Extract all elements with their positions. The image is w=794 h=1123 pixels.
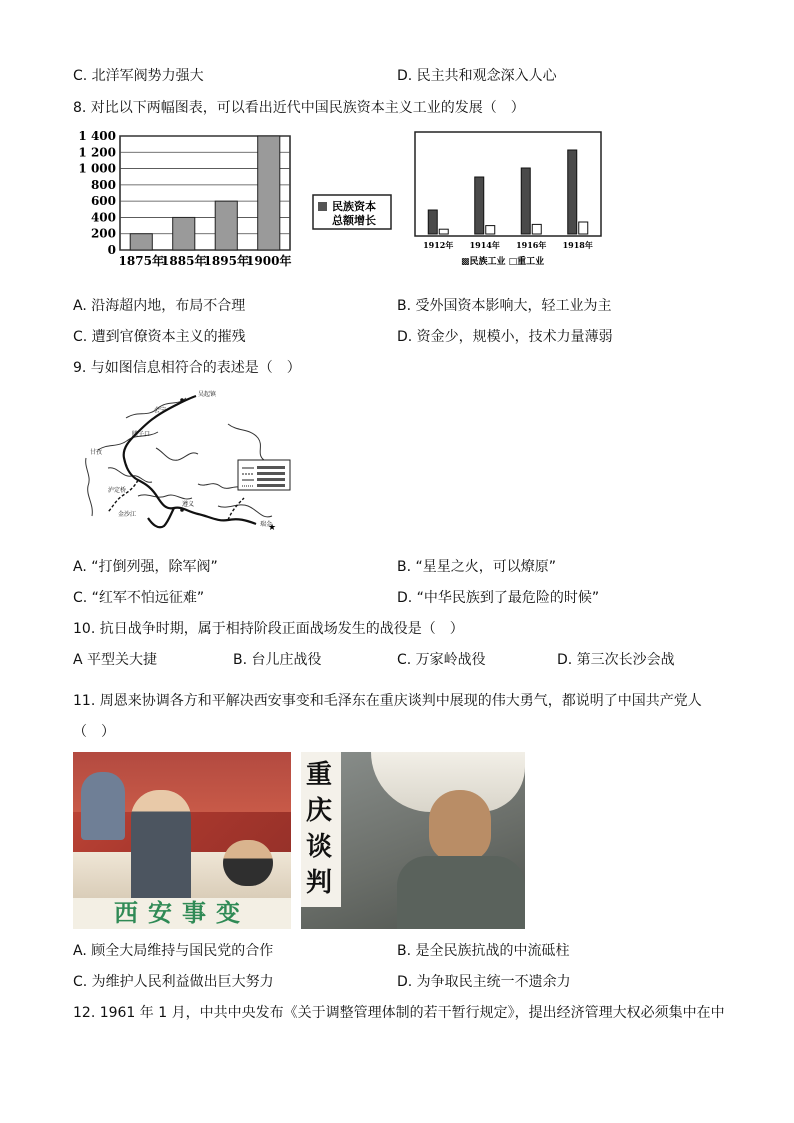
city-marker	[180, 508, 184, 512]
x-tick-label: 1914年	[469, 240, 500, 250]
y-tick-label: 600	[90, 194, 116, 209]
q9-option-a: A. “打倒列强，除军阀”	[73, 559, 218, 575]
q11-option-a: A. 顾全大局维持与国民党的合作	[73, 943, 274, 959]
bar-light-industry	[568, 150, 577, 234]
figure-zhou	[131, 790, 191, 910]
xian-incident-poster	[73, 752, 291, 929]
bar-heavy-industry	[579, 222, 588, 234]
q11-option-d: D. 为争取民主统一不遗余力	[397, 974, 571, 990]
q9-option-d: D. “中华民族到了最危险的时候”	[397, 590, 600, 606]
bar-heavy-industry	[439, 229, 448, 234]
poster-title: 西安事变	[114, 899, 250, 927]
bar	[130, 234, 152, 250]
legend-swatch	[318, 202, 327, 211]
x-tick-labels	[423, 240, 593, 250]
poster-title-char: 判	[306, 868, 333, 898]
q9-stem: 9. 与如图信息相符合的表述是（ ）	[73, 360, 301, 376]
bar-light-industry	[521, 168, 530, 234]
label-zunyi: 遵义	[182, 501, 195, 508]
long-march-map	[78, 388, 303, 543]
x-tick-label: 1875年	[118, 254, 164, 268]
figure-mao-body	[397, 856, 525, 929]
bar-light-industry	[428, 210, 437, 234]
label-huining: 会宁	[154, 407, 167, 414]
q11-stem: 11. 周恩来协调各方和平解决西安事变和毛泽东在重庆谈判中展现的伟大勇气，都说明了中国共产党人	[73, 693, 702, 709]
legend-line-1: 民族资本	[332, 200, 376, 213]
q11-option-c: C. 为维护人民利益做出巨大努力	[73, 974, 274, 990]
q7-option-d: D. 民主共和观念深入人心	[397, 68, 557, 84]
q8-stem: 8. 对比以下两幅图表，可以看出近代中国民族资本主义工业的发展（ ）	[73, 100, 525, 116]
legend-line-2: 总额增长	[332, 214, 376, 227]
y-tick-label: 1 000	[78, 161, 116, 176]
label-lazikou: 腊子口	[132, 431, 151, 438]
poster-title-char: 谈	[306, 832, 333, 862]
q8-option-a: A. 沿海超内地，布局不合理	[73, 298, 246, 314]
figure-bystanders	[81, 772, 125, 840]
q10-option-d: D. 第三次长沙会战	[557, 652, 675, 668]
x-tick-label: 1916年	[516, 240, 547, 250]
q8-option-d: D. 资金少，规模小，技术力量薄弱	[397, 329, 613, 345]
q8-chart-industry	[413, 130, 603, 270]
x-tick-label: 1895年	[203, 254, 249, 268]
bar-heavy-industry	[532, 224, 541, 234]
y-tick-label: 800	[90, 177, 116, 192]
q10-option-b: B. 台儿庄战役	[233, 652, 322, 668]
q10-option-c: C. 万家岭战役	[397, 652, 486, 668]
chongqing-negotiation-poster	[301, 752, 525, 929]
q8-chart-capital	[78, 128, 408, 270]
map-outline	[86, 398, 272, 517]
poster-title-char: 庆	[306, 796, 333, 826]
bar	[215, 201, 237, 250]
q10-option-a: A 平型关大捷	[73, 652, 158, 668]
bar	[173, 217, 195, 250]
poster-title-char: 重	[306, 760, 333, 790]
q8-option-b: B. 受外国资本影响大，轻工业为主	[397, 298, 612, 314]
q12-stem: 12. 1961 年 1 月，中共中央发布《关于调整管理体制的若干暂行规定》，提出经济管理大权必须集中在中	[73, 1005, 725, 1021]
y-tick-label: 0	[107, 243, 116, 257]
q9-option-b: B. “星星之火，可以燎原”	[397, 559, 557, 575]
bar	[258, 136, 280, 250]
label-ganzi: 甘孜	[90, 449, 103, 456]
q11-stem-paren: （ ）	[73, 724, 115, 740]
label-ludingqiao: 泸定桥	[108, 487, 127, 494]
city-marker	[180, 398, 184, 402]
bar-light-industry	[475, 177, 484, 234]
q10-stem: 10. 抗日战争时期，属于相持阶段正面战场发生的战役是（ ）	[73, 621, 464, 637]
q8-option-c: C. 遭到官僚资本主义的摧残	[73, 329, 246, 345]
label-wuqizhen: 吴起镇	[198, 391, 217, 398]
label-ruijin: 瑞金	[260, 521, 273, 528]
x-tick-labels	[119, 253, 292, 268]
y-tick-labels	[78, 129, 116, 257]
q11-option-b: B. 是全民族抗战的中流砥柱	[397, 943, 570, 959]
chart-legend: ▩民族工业 □重工业	[461, 257, 545, 267]
star-icon: ★	[268, 523, 277, 533]
x-tick-label: 1885年	[161, 254, 207, 268]
q7-option-c: C. 北洋军阀势力强大	[73, 68, 204, 84]
figure-mao-face	[429, 790, 491, 862]
y-tick-label: 200	[90, 226, 116, 241]
x-tick-label: 1918年	[562, 240, 593, 250]
x-tick-label: 1912年	[423, 240, 454, 250]
label-jinshajiang: 金沙江	[118, 511, 137, 518]
y-tick-label: 400	[90, 210, 116, 225]
figure-seated	[223, 840, 273, 886]
q9-option-c: C. “红军不怕远征难”	[73, 590, 205, 606]
x-tick-label: 1900年	[246, 254, 292, 268]
y-tick-label: 1 200	[78, 145, 116, 160]
y-tick-label: 1 400	[78, 129, 116, 143]
bar-heavy-industry	[486, 226, 495, 234]
